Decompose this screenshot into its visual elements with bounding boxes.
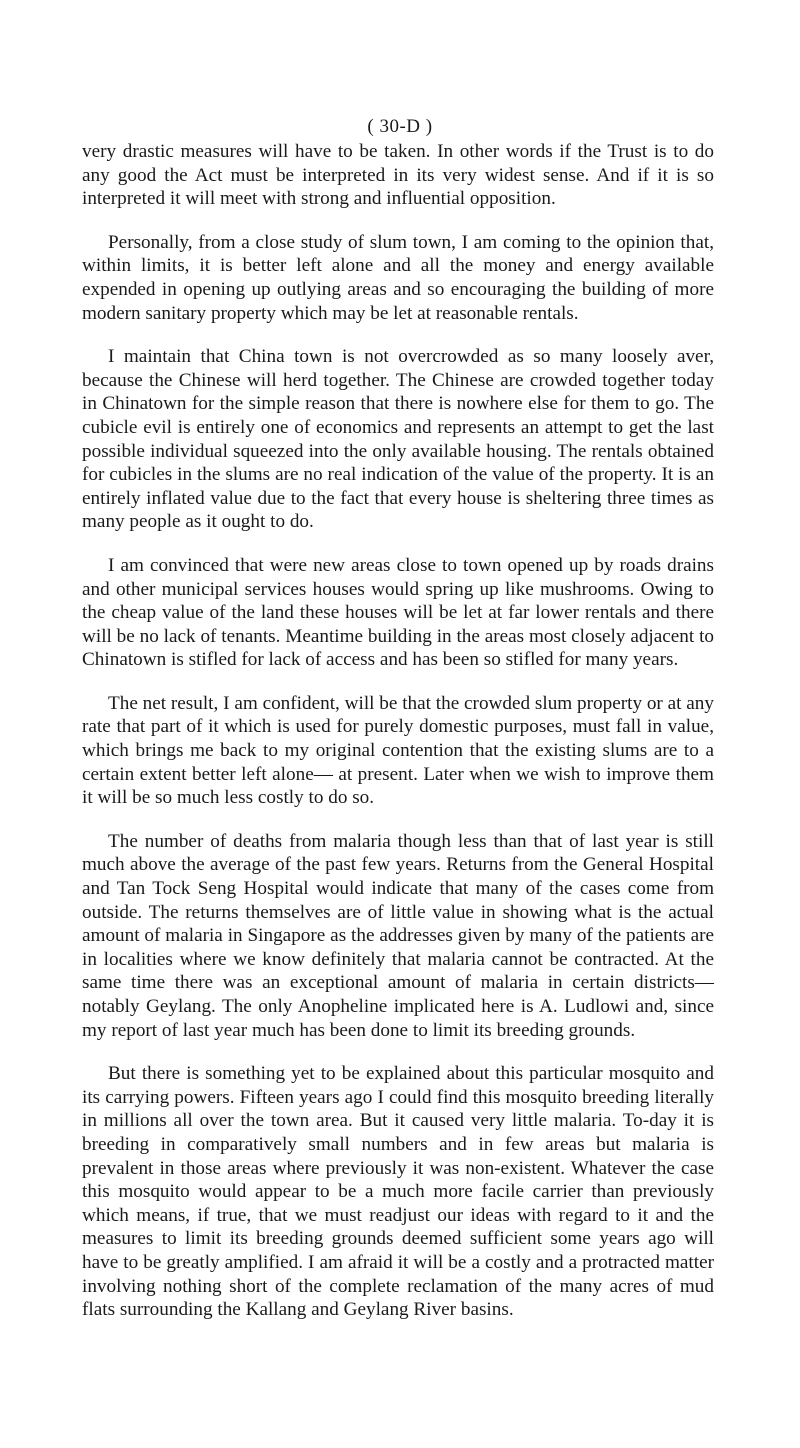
paragraph-mosquito: But there is something yet to be explained about this particular mosquito and its carrying powers. Fifteen years ago I could find this mosquito breeding literally in millions all over the town area. But it caused very little malaria. To-day it is breeding in comparatively small numbers and in few areas but malaria is prevalent in those areas where previously it was non-existent. Whatever the case this mosquito would appear to be a much more facile carrier than previously which means, if true, that we must readjust our ideas with regard to it and the measures to limit its breeding grounds deemed sufficient some years ago will have to be greatly amplified. I am afraid it will be a costly and a protracted matter involving nothing short of the complete reclamation of the many acres of mud flats surrounding the Kallang and Geylang River basins. — [82, 1063, 714, 1321]
page-number: ( 30-D ) — [367, 116, 433, 137]
paragraph-chinatown-overcrowding: I maintain that China town is not overcrowded as so many loosely aver, because the Chinese will herd together. The Chinese are crowded together today in Chinatown for the simple reason that there is nowhere else for them to go. The cubicle evil is entirely one of economics and represents an attempt to get the last possible individual squeezed into the only available housing. The rentals obtained for cubicles in the slums are no real indication of the value of the property. It is an entirely inflated value due to the fact that every house is sheltering three times as many people as it ought to do. — [82, 346, 714, 533]
paragraph-continuation: very drastic measures will have to be taken. In other words if the Trust is to do any good the Act must be interpreted in its very widest sense. And if it is so interpreted it will meet with strong and influential opposition. — [82, 141, 714, 210]
paragraph-net-result: The net result, I am confident, will be that the crowded slum property or at any rate that part of it which is used for purely domestic purposes, must fall in value, which brings me back to my original contention that the existing slums are to a certain extent better left alone— at present. Later when we wish to improve them it will be so much less costly to do so. — [82, 692, 714, 809]
paragraph-malaria-deaths: The number of deaths from malaria though less than that of last year is still much above the average of the past few years. Returns from the General Hospital and Tan Tock Seng Hospital would indicate that many of the cases come from outside. The returns themselves are of little value in showing what is the actual amount of malaria in Singapore as the addresses given by many of the patients are in localities where we know definitely that malaria cannot be contracted. At the same time there was an exceptional amount of malaria in certain districts—notably Geylang. The only Anopheline implicated here is A. Ludlowi and, since my report of last year much has been done to limit its breeding grounds. — [82, 830, 714, 1041]
paragraph-new-areas: I am convinced that were new areas close to town opened up by roads drains and other municipal services houses would spring up like mushrooms. Owing to the cheap value of the land these houses will be let at far lower rentals and there will be no lack of tenants. Meantime building in the areas most closely adjacent to Chinatown is stifled for lack of access and has been so stifled for many years. — [82, 554, 714, 671]
page-body — [82, 140, 714, 1342]
paragraph-slum-town: Personally, from a close study of slum town, I am coming to the opinion that, within limits, it is better left alone and all the money and energy available expended in opening up outlying areas and so encouraging the building of more modern sanitary property which may be let at reasonable rentals. — [82, 231, 714, 324]
